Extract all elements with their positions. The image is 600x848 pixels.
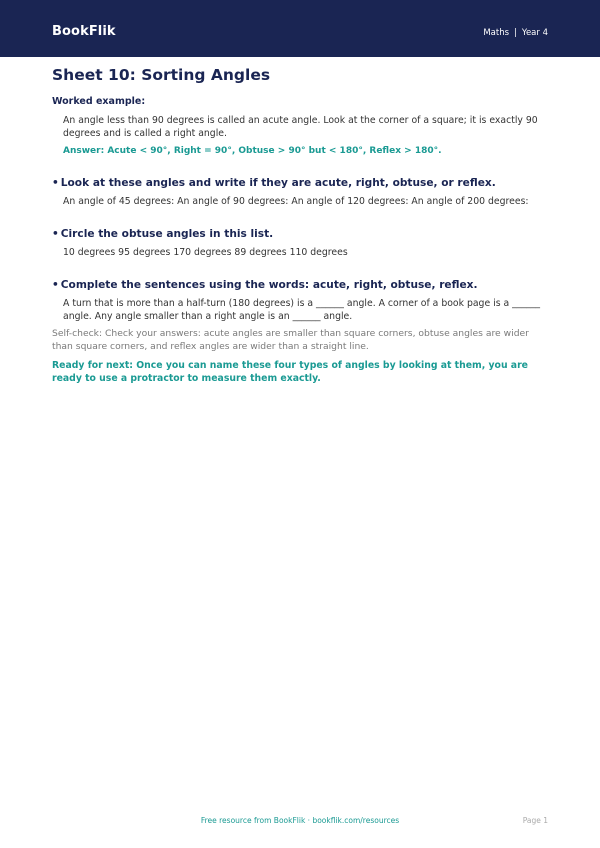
subject-label: Maths: [483, 28, 510, 38]
header-meta: [483, 28, 548, 38]
page-number: Page 1: [522, 816, 548, 825]
header-bar: [0, 0, 600, 57]
question-1-text: An angle of 45 degrees: An angle of 90 degrees: An angle of 120 degrees: An angle of 200 degrees:: [63, 196, 529, 207]
brand-logo-text: BookFlik: [52, 24, 116, 39]
ready-for-next-note: Ready for next: Once you can name these four types of angles by looking at them, you are ready to use a protractor to measure them exactly.: [52, 360, 528, 384]
footer: [0, 816, 600, 828]
worked-example-text: An angle less than 90 degrees is called an acute angle. Look at the corner of a square; it is exactly 90 degrees and is called a right angle.: [63, 115, 538, 139]
question-1-heading: [52, 176, 552, 190]
bullet-icon: •: [52, 228, 59, 240]
question-3-heading: [52, 278, 552, 292]
year-label: Year 4: [521, 28, 548, 38]
bullet-icon: •: [52, 177, 59, 189]
question-3-text: A turn that is more than a half-turn (180 degrees) is a ______ angle. A corner of a book page is a ______ angle. Any angle smaller than a right angle is an ______ angle.: [63, 298, 541, 322]
question-3-heading-text: Complete the sentences using the words: acute, right, obtuse, reflex.: [60, 279, 478, 291]
page-title: Sheet 10: Sorting Angles: [52, 66, 271, 84]
footer-resource-link[interactable]: Free resource from BookFlik · bookflik.com/resources: [200, 816, 400, 825]
worked-example-label: Worked example:: [52, 96, 146, 107]
question-2-heading-text: Circle the obtuse angles in this list.: [60, 228, 274, 240]
bullet-icon: •: [52, 279, 59, 291]
meta-separator: |: [514, 28, 517, 38]
worked-example-answer: Answer: Acute < 90°, Right = 90°, Obtuse > 90° but < 180°, Reflex > 180°.: [63, 146, 442, 156]
self-check-note: Self-check: Check your answers: acute angles are smaller than square corners, obtuse angles are wider than square corners, and reflex angles are wider than a straight line.: [52, 328, 529, 352]
worksheet-content: [52, 65, 552, 385]
question-2-heading: [52, 227, 552, 241]
question-1-heading-text: Look at these angles and write if they are acute, right, obtuse, or reflex.: [60, 177, 496, 189]
question-2-text: 10 degrees 95 degrees 170 degrees 89 degrees 110 degrees: [63, 247, 348, 258]
